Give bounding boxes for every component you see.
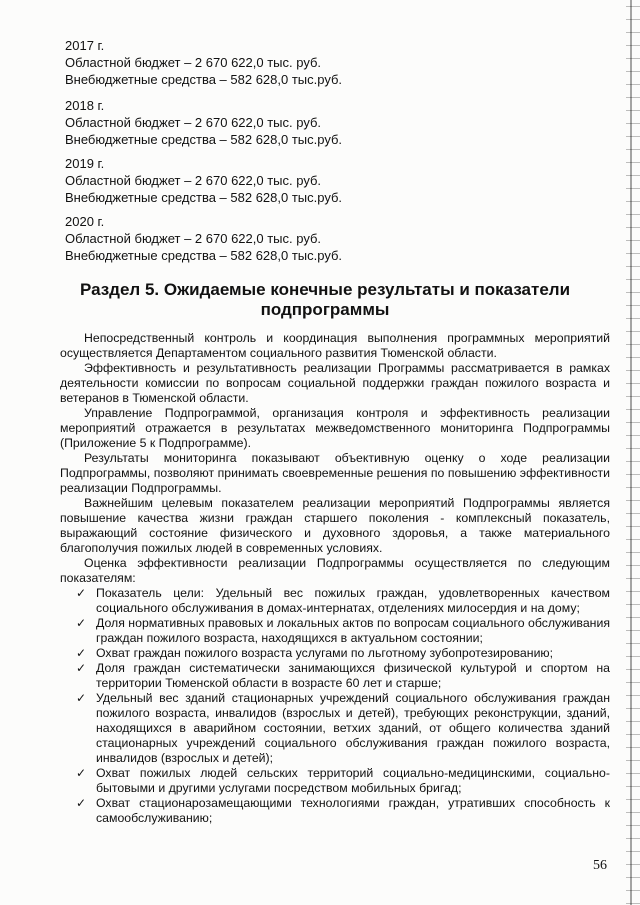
indicator-item [76, 646, 610, 661]
section-heading: Раздел 5. Ожидаемые конечные результаты и показатели подпрограммы [79, 280, 571, 319]
budget-block-2018 [65, 97, 342, 148]
paragraph: Эффективность и результативность реализации Программы рассматривается в рамках деятельности комиссии по вопросам социальной поддержки граждан пожилого возраста и ветеранов в Тюменской области. [60, 361, 610, 405]
paragraph: Непосредственный контроль и координация выполнения программных мероприятий осуществляется Департаментом социального развития Тюменской области. [60, 331, 610, 360]
indicator-item [76, 586, 610, 616]
indicator-text: Охват пожилых людей сельских территорий социально-медицинскими, социально-бытовыми и другими услугами посредством мобильных бригад; [96, 766, 610, 795]
extrabudgetary-line: Внебюджетные средства – 582 628,0 тыс.руб. [65, 190, 343, 205]
checkmark-icon: ✓ [76, 586, 87, 600]
budget-block-2020 [65, 213, 342, 264]
indicator-text: Удельный вес зданий стационарных учреждений социального обслуживания граждан пожилого возраста, инвалидов (взрослых и детей), требующих реконструкции, зданий, находящихся в аварийном состоянии, ветхих зданий, от общего количества зданий стационарных учреждений социального обслуживания граждан пожилого возраста, инвалидов (взрослых и детей); [96, 691, 610, 765]
budget-year: 2020 г. [65, 214, 105, 229]
checkmark-icon: ✓ [76, 646, 87, 660]
indicator-text: Доля граждан систематически занимающихся физической культурой и спортом на территории Тюменской области в возрасте 60 лет и старше; [96, 661, 610, 690]
paragraph: Оценка эффективности реализации Подпрограммы осуществляется по следующим показателям: [60, 556, 610, 585]
indicator-item [76, 691, 610, 766]
budget-year: 2018 г. [65, 98, 105, 113]
budget-block-2019 [65, 155, 342, 206]
checkmark-icon: ✓ [76, 616, 87, 630]
budget-block-2017 [65, 37, 342, 88]
paragraph: Важнейшим целевым показателем реализации мероприятий Подпрограммы является повышение качества жизни граждан старшего поколения - комплексный показатель, выражающий состояние физического и духовного здоровья, а также материального благополучия пожилых людей в современных условиях. [60, 496, 610, 555]
scan-edge-line [630, 0, 632, 905]
indicator-item [76, 796, 610, 826]
extrabudgetary-line: Внебюджетные средства – 582 628,0 тыс.руб. [65, 132, 343, 147]
indicator-text: Охват стационарозамещающими технологиями граждан, утративших способность к самообслуживанию; [96, 796, 610, 825]
indicator-item [76, 661, 610, 691]
paragraph: Управление Подпрограммой, организация контроля и эффективность реализации мероприятий отражается в результатах межведомственного мониторинга Подпрограммы (Приложение 5 к Подпрограмме). [60, 406, 610, 450]
indicator-list [60, 586, 610, 826]
budget-year: 2019 г. [65, 156, 105, 171]
checkmark-icon: ✓ [76, 661, 87, 675]
regional-budget-line: Областной бюджет – 2 670 622,0 тыс. руб. [65, 173, 322, 188]
indicator-item [76, 616, 610, 646]
indicator-text: Охват граждан пожилого возраста услугами по льготному зубопротезированию; [96, 646, 554, 660]
scan-edge-artifact [626, 0, 640, 905]
budget-year: 2017 г. [65, 38, 105, 53]
paragraph: Результаты мониторинга показывают объективную оценку о ходе реализации Подпрограммы, позволяют принимать своевременные решения по повышению эффективности реализации Подпрограммы. [60, 451, 610, 495]
regional-budget-line: Областной бюджет – 2 670 622,0 тыс. руб. [65, 55, 322, 70]
indicator-item [76, 766, 610, 796]
indicator-text: Доля нормативных правовых и локальных актов по вопросам социального обслуживания граждан пожилого возраста, находящихся в актуальном состоянии; [96, 616, 610, 645]
extrabudgetary-line: Внебюджетные средства – 582 628,0 тыс.руб. [65, 72, 343, 87]
checkmark-icon: ✓ [76, 691, 87, 705]
checkmark-icon: ✓ [76, 796, 87, 810]
section-body [60, 331, 610, 826]
regional-budget-line: Областной бюджет – 2 670 622,0 тыс. руб. [65, 231, 322, 246]
extrabudgetary-line: Внебюджетные средства – 582 628,0 тыс.руб. [65, 248, 343, 263]
indicator-text: Показатель цели: Удельный вес пожилых граждан, удовлетворенных качеством социального обслуживания в домах-интернатах, отделениях милосердия и на дому; [96, 586, 610, 615]
checkmark-icon: ✓ [76, 766, 87, 780]
page-number: 56 [593, 858, 607, 873]
regional-budget-line: Областной бюджет – 2 670 622,0 тыс. руб. [65, 115, 322, 130]
